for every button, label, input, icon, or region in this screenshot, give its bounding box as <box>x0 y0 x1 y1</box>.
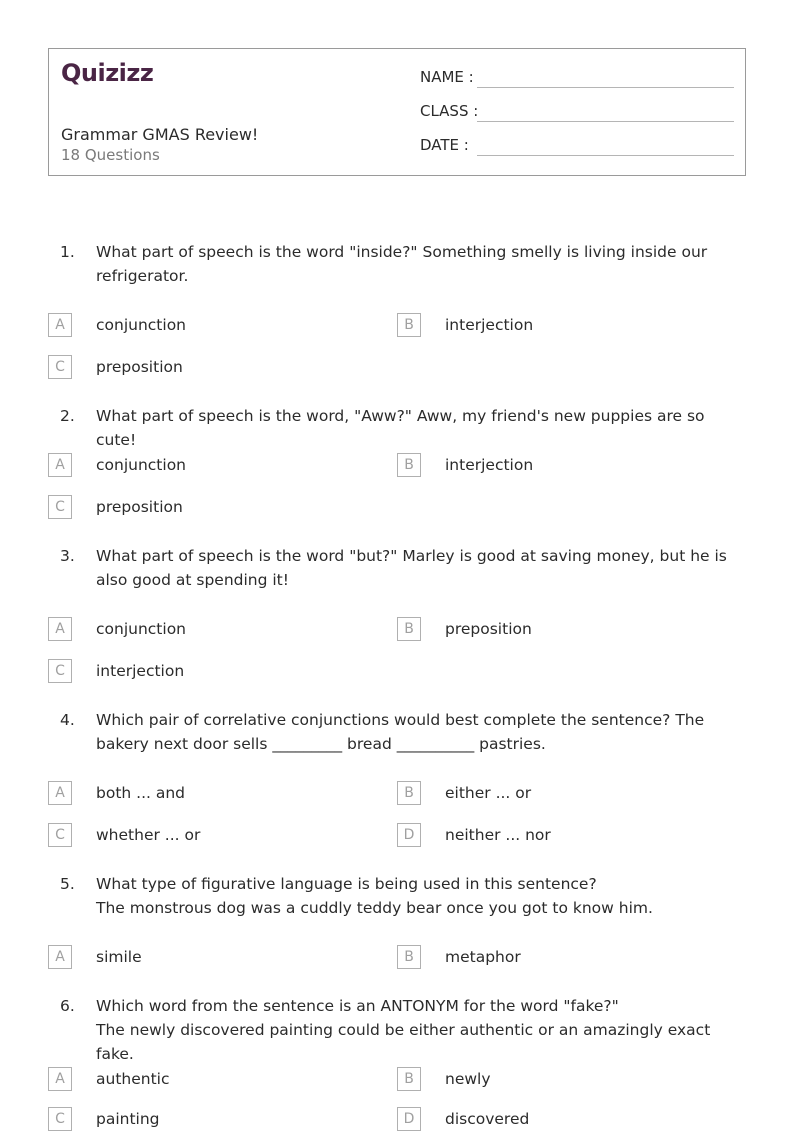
question-text: What part of speech is the word "but?" Marley is good at saving money, but he is also good at spending it! <box>96 547 727 589</box>
date-label: DATE : <box>420 136 469 154</box>
option-text: conjunction <box>96 316 186 334</box>
option-letter-box: B <box>397 945 421 969</box>
option-letter-box: B <box>397 781 421 805</box>
name-line[interactable] <box>477 87 734 88</box>
option-letter-box: A <box>48 781 72 805</box>
option-text: conjunction <box>96 456 186 474</box>
option-letter-box: A <box>48 1067 72 1091</box>
option-text: simile <box>96 948 142 966</box>
question-number: 1. <box>60 243 75 261</box>
name-field <box>420 68 734 90</box>
question-text: Which pair of correlative conjunctions would best complete the sentence? The bakery next door sells _________ bread __________ pastries. <box>96 711 705 753</box>
question-number: 6. <box>60 997 75 1015</box>
option-letter-box: B <box>397 453 421 477</box>
option-text: newly <box>445 1070 491 1088</box>
question-number: 5. <box>60 875 75 893</box>
question-number: 4. <box>60 711 75 729</box>
option-text: painting <box>96 1110 160 1128</box>
question-text: What part of speech is the word, "Aww?" Aww, my friend's new puppies are so cute! <box>96 407 705 449</box>
option-text: metaphor <box>445 948 521 966</box>
quizizz-logo: Quizizz <box>61 59 154 87</box>
option-letter-box: C <box>48 659 72 683</box>
question-text: What type of figurative language is being used in this sentence? The monstrous dog was a cuddly teddy bear once you got to know him. <box>96 875 653 917</box>
option-text: interjection <box>445 456 534 474</box>
question-count: 18 Questions <box>61 146 160 164</box>
option-text: preposition <box>96 358 183 376</box>
option-letter-box: B <box>397 617 421 641</box>
option-letter-box: A <box>48 945 72 969</box>
option-letter-box: A <box>48 313 72 337</box>
option-text: preposition <box>445 620 532 638</box>
option-text: whether ... or <box>96 826 201 844</box>
option-text: neither ... nor <box>445 826 551 844</box>
class-label: CLASS : <box>420 102 479 120</box>
option-text: discovered <box>445 1110 530 1128</box>
name-label: NAME : <box>420 68 474 86</box>
option-letter-box: D <box>397 823 421 847</box>
date-line[interactable] <box>477 155 734 156</box>
option-text: both ... and <box>96 784 186 802</box>
date-field <box>420 136 734 158</box>
option-letter-box: A <box>48 617 72 641</box>
option-letter-box: C <box>48 355 72 379</box>
option-letter-box: C <box>48 823 72 847</box>
option-text: authentic <box>96 1070 170 1088</box>
worksheet-header <box>48 48 746 176</box>
option-letter-box: C <box>48 1107 72 1131</box>
question-text: Which word from the sentence is an ANTONYM for the word "fake?" The newly discovered painting could be either authentic or an amazingly exact fake. <box>96 997 711 1063</box>
quiz-title: Grammar GMAS Review! <box>61 125 259 144</box>
option-letter-box: C <box>48 495 72 519</box>
option-text: preposition <box>96 498 183 516</box>
option-letter-box: B <box>397 1067 421 1091</box>
question-number: 3. <box>60 547 75 565</box>
option-text: either ... or <box>445 784 532 802</box>
question-number: 2. <box>60 407 75 425</box>
option-letter-box: D <box>397 1107 421 1131</box>
option-text: interjection <box>445 316 534 334</box>
class-line[interactable] <box>477 121 734 122</box>
option-letter-box: B <box>397 313 421 337</box>
class-field <box>420 102 734 124</box>
option-text: interjection <box>96 662 185 680</box>
option-letter-box: A <box>48 453 72 477</box>
question-text: What part of speech is the word "inside?" Something smelly is living inside our refrigerator. <box>96 243 708 285</box>
option-text: conjunction <box>96 620 186 638</box>
